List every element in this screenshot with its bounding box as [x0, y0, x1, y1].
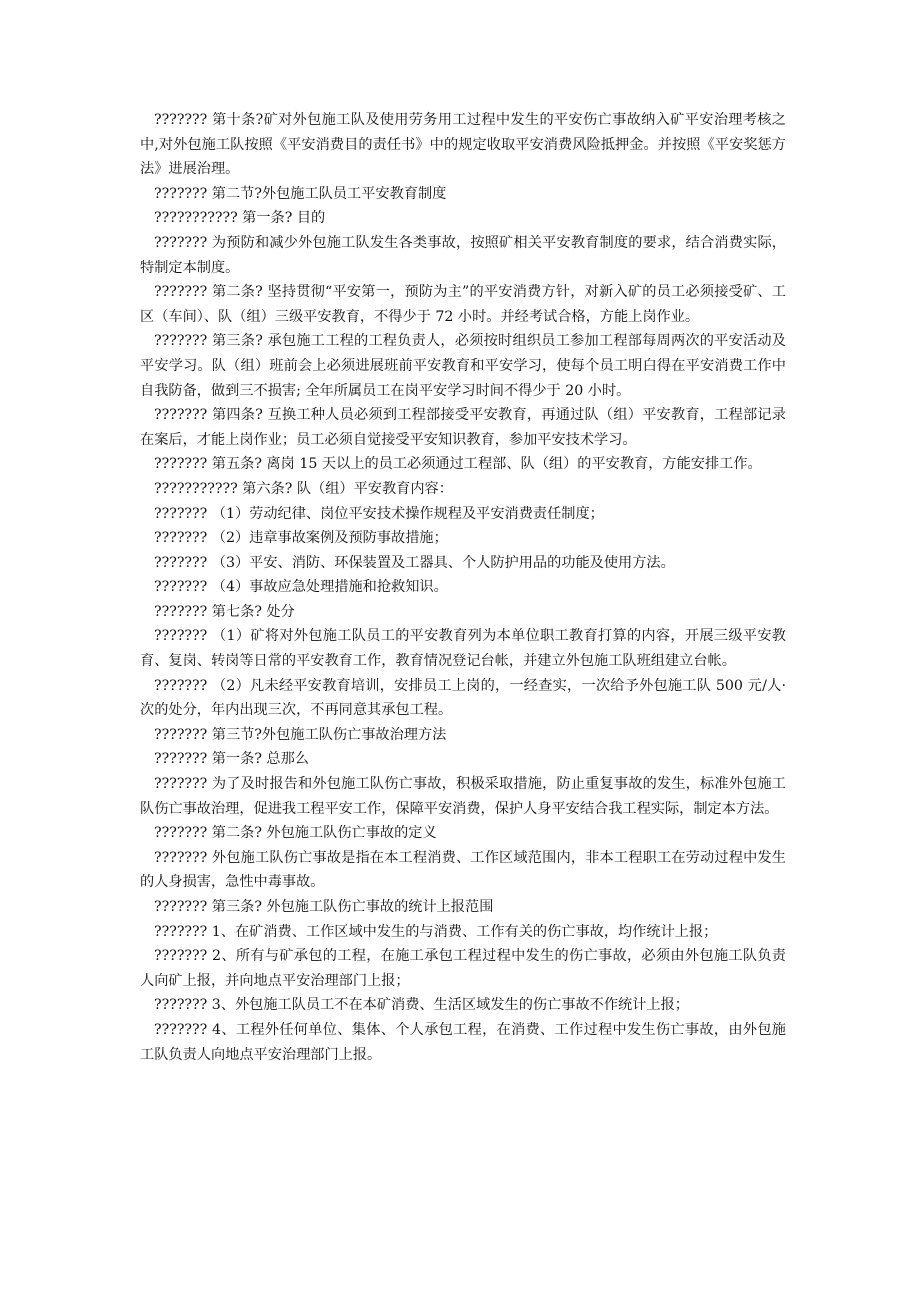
paragraph: ??????? （2）凡未经平安教育培训，安排员工上岗的，一经查实，一次给予外包施工队 500 元/人·次的处分，年内出现三次，不再同意其承包工程。	[140, 677, 786, 719]
list-item: ??????? （4）事故应急处理措施和抢救知识。	[154, 579, 448, 596]
paragraph: ??????? （1）矿将对外包施工队员工的平安教育列为本单位职工教育打算的内容，开展三级平安教育、复岗、转岗等日常的平安教育工作，教育情况登记台帐，并建立外包施工队班组建立台帐。	[140, 628, 786, 670]
list-item: ??????? （1）劳动纪律、岗位平安技术操作规程及平安消费责任制度；	[154, 505, 604, 522]
list-item: ??????? 4、工程外任何单位、集体、个人承包工程，在消费、工作过程中发生伤亡事故，由外包施工队负责人向地点平安治理部门上报。	[140, 1021, 786, 1063]
paragraph: ??????? 第五条? 离岗 15 天以上的员工必须通过工程部、队（组）的平安教育，方能安排工作。	[154, 456, 762, 473]
list-item: ??????? 2、所有与矿承包的工程，在施工承包工程过程中发生的伤亡事故，必须由外包施工队负责人向矿上报，并向地点平安治理部门上报；	[140, 948, 786, 989]
paragraph: ??????? 为了及时报告和外包施工队伤亡事故，积极采取措施，防止重复事故的发生，标准外包施工队伤亡事故治理，促进我工程平安工作，保障平安消费，保护人身平安结合我工程实际，制定本方法。	[140, 776, 786, 817]
paragraph: ??????? 第四条? 互换工种人员必须到工程部接受平安教育，再通过队（组）平安教育，工程部记录在案后，才能上岗作业；员工必须自觉接受平安知识教育，参加平安技术学习。	[140, 407, 786, 448]
document-body	[140, 108, 786, 1067]
list-item: ??????? （2）违章事故案例及预防事故措施；	[154, 530, 448, 547]
article-heading: ??????? 第七条? 处分	[154, 603, 295, 620]
article-heading: ??????? 第一条? 总那么	[154, 751, 309, 768]
section-heading: ??????? 第二节?外包施工队员工平安教育制度	[154, 185, 447, 202]
list-item: ??????? （3）平安、消防、环保装置及工器具、个人防护用品的功能及使用方法。	[154, 554, 675, 571]
section-heading: ??????? 第三节?外包施工队伤亡事故治理方法	[154, 726, 447, 743]
article-heading: ??????????? 第一条? 目的	[154, 210, 326, 227]
paragraph: ??????? 第二条? 坚持贯彻“平安第一，预防为主”的平安消费方针，对新入矿的员工必须接受矿、工区（车间）、队（组）三级平安教育，不得少于 72 小时。并经考试合格，方能上岗作业。	[140, 284, 786, 325]
article-heading: ??????????? 第六条? 队（组）平安教育内容：	[154, 480, 453, 497]
paragraph: ??????? 为预防和减少外包施工队发生各类事故，按照矿相关平安教育制度的要求，结合消费实际，特制定本制度。	[140, 234, 786, 276]
paragraph: ??????? 外包施工队伤亡事故是指在本工程消费、工作区域范围内，非本工程职工在劳动过程中发生的人身损害，急性中毒事故。	[140, 849, 786, 891]
paragraph: ??????? 第十条?矿对外包施工队及使用劳务用工过程中发生的平安伤亡事故纳入矿平安治理考核之中,对外包施工队按照《平安消费目的责任书》中的规定收取平安消费风险抵押金。并按照《平安奖惩方法》进展治理。	[140, 112, 786, 178]
article-heading: ??????? 第三条? 外包施工队伤亡事故的统计上报范围	[154, 899, 494, 915]
paragraph: ??????? 第三条? 承包施工工程的工程负责人，必须按时组织员工参加工程部每周两次的平安活动及平安学习。队（组）班前会上必须进展班前平安教育和平安学习，使每个员工明白得在平安消费工作中自我防备，做到三不损害; 全年所属员工在岗平安学习时间不得少于 20 小时。	[140, 333, 786, 399]
list-item: ??????? 1、在矿消费、工作区域中发生的与消费、工作有关的伤亡事故，均作统计上报；	[154, 923, 718, 940]
article-heading: ??????? 第二条? 外包施工队伤亡事故的定义	[154, 825, 437, 842]
list-item: ??????? 3、外包施工队员工不在本矿消费、生活区域发生的伤亡事故不作统计上报；	[154, 997, 689, 1014]
